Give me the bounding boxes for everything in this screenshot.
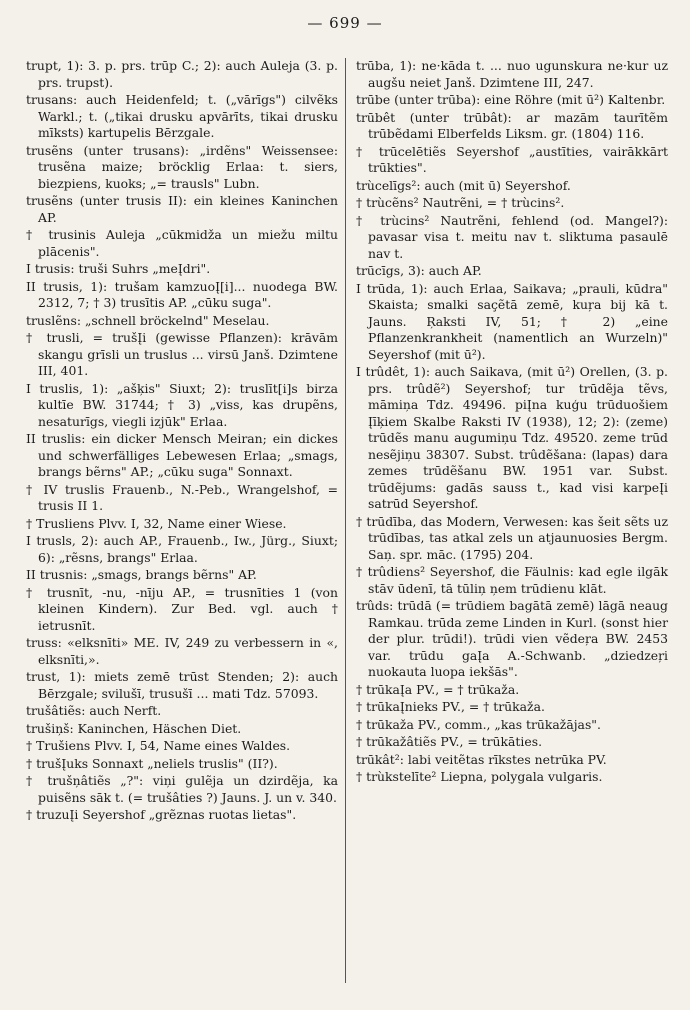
dictionary-entry: truslẽns: „schnell bröckelnd" Meselau.: [26, 312, 270, 328]
dictionary-entry: trūbe (unter trūba): eine Röhre (mit ū²) Kaltenbr.: [356, 92, 666, 107]
dictionary-entry: trūkât²: labi veitẽtas rīkstes netrūka PV.: [356, 751, 607, 767]
dictionary-entry: trūba, 1): ne·kāda t. ... nuo ugunskura ne·kur uz augšu neiet Janš. Dzimtene III, 247.: [356, 58, 668, 90]
left-column: [26, 58, 338, 825]
page-number: — 699 —: [307, 14, 383, 32]
dictionary-entry: † trusnīt, -nu, -nīju AP., = trusnīties 1 (von kleinen Kindern). Zur Bed. vgl. auch † ietrusnīt.: [26, 584, 338, 633]
dictionary-entry: † trusinis Auleja „cūkmidža un miežu miltu plācenis".: [26, 227, 338, 259]
dictionary-entry: trusans: auch Heidenfeld; t. („vārīgs") cilvẽks Warkl.; t. („tikai drusku apvārīts, tikai drusku mīksts) kartupelis Bērzgale.: [26, 92, 338, 140]
dictionary-entry: † trušņâtiẽs „?": viņi gulẽja un dzirdẽja, ka puisẽns sāk t. (= trušâties ?) Jauns. J. un v. 340.: [26, 773, 338, 805]
dictionary-entry: I trusis: truši Suhrs „meĮdri".: [26, 261, 211, 276]
dictionary-entry: trusẽns (unter trusis II): ein kleines Kaninchen AP.: [26, 193, 338, 225]
dictionary-entry: II trusnis: „smags, brangs bẽrns" AP.: [26, 567, 257, 582]
dictionary-entry: † trùcins² Nautrẽni, fehlend (od. Mangel?): pavasar visa t. meitu nav t. sliktuma pasaulē nav t.: [356, 212, 668, 261]
dictionary-entry: † trûdiens² Seyershof, die Fäulnis: kad egle ilgāk stāv ūdenī, tā tūliņ ņem trūdienu klāt.: [356, 564, 668, 596]
dictionary-entry: † trūkaža PV., comm., „kas trūkažājas".: [356, 716, 601, 732]
dictionary-entry: trûds: trūdā (= trūdiem bagātā zemē) lāgā neaug Ramkau. trūda zeme Linden in Kurl. (sonst hier der plur. trūdi!). trūdi vien vẽdeŗa BW. 2453 var. trūdu gaĮa A.-Schwanb. „dziedzeŗi nuokauta luopa iekšās".: [356, 598, 668, 679]
dictionary-entry: † trùkstelīte² Liepna, polygala vulgaris.: [356, 769, 603, 784]
dictionary-entry: trūbêt (unter trūbât): ar mazām taurītẽm trūbẽdami Elberfelds Liksm. gr. (1804) 116.: [356, 109, 668, 141]
dictionary-entry: trust, 1): miets zemē trūst Stenden; 2): auch Bērzgale; svilušī, trusušī ... mati Tdz. 57093.: [26, 669, 338, 701]
column-divider: [345, 58, 346, 983]
dictionary-entry: † trušĮuks Sonnaxt „neliels truslis" (II?).: [26, 755, 278, 771]
dictionary-entry: † Trušiens Plvv. I, 54, Name eines Waldes.: [26, 738, 291, 753]
dictionary-entry: I truslis, 1): „ašķis" Siuxt; 2): truslīt[i]s birza kultīe BW. 31744; † 3) „viss, kas drupẽns, nesaturīgs, viegli izjūk" Erlaa.: [26, 380, 338, 429]
dictionary-entry: I trusls, 2): auch AP., Frauenb., Iw., Jürg., Siuxt; 6): „rẽsns, brangs" Erlaa.: [26, 533, 338, 565]
dictionary-entry: II truslis: ein dicker Mensch Meiran; ein dickes und schwerfälliges Lebewesen Erlaa; „smags, brangs bẽrns" AP.; „cūku suga" Sonnaxt.: [26, 431, 338, 479]
dictionary-entry: † trùcẽns² Nautrẽni, = † trùcins².: [356, 195, 565, 210]
right-column: [356, 58, 668, 787]
dictionary-entry: † Trusliens Plvv. I, 32, Name einer Wiese.: [26, 515, 287, 531]
dictionary-entry: † IV truslis Frauenb., N.-Peb., Wrangelshof, = trusis II 1.: [26, 481, 338, 513]
dictionary-entry: trusẽns (unter trusans): „irdẽns" Weissensee: trusẽna maize; bröcklig Erlaa: t. siers, biezpiens, kuoks; „= trausls" Lubn.: [26, 142, 338, 191]
dictionary-entry: † trūkaĮnieks PV., = † trūkaža.: [356, 699, 545, 714]
dictionary-entry: trušiņš: Kaninchen, Häschen Diet.: [26, 720, 242, 736]
dictionary-entry: trùcelīgs²: auch (mit ū) Seyershof.: [356, 177, 571, 193]
dictionary-entry: I trûdêt, 1): auch Saikava, (mit ū²) Orellen, (3. p. prs. trûdẽ²) Seyershof; tur trūdẽja tẽvs, māmiņa Tdz. 49496. piĮna kuģu trūduošiem Įīķiem Skalbe Raksti IV (1938), 12; 2): (zeme) trūdẽs manu augumiņu Tdz. 49520. zeme trūd nesẽjiņu 38307. Subst. trûdẽšana: (lapas) dara zemes trūdẽšanu BW. 1951 var. Subst. trūdẽjums: gadās sauss t., kad visi karpeĮi satrūd Seyershof.: [356, 364, 668, 511]
dictionary-entry: trūcīgs, 3): auch AP.: [356, 263, 482, 278]
dictionary-entry: I trūda, 1): auch Erlaa, Saikava; „prauli, kūdra" Skaista; smalki saçẽtā zemē, kuŗa bij kā t. Jauns. Ŗaksti IV, 51; † 2) „eine Pflanzenkrankheit (namentlich an Wurzeln)" Seyershof (mit ū²).: [356, 280, 668, 362]
dictionary-entry: truss: «elksnīti» ME. IV, 249 zu verbessern in «, elksnīti,».: [26, 635, 338, 667]
dictionary-entry: † trūkažâtiẽs PV., = trūkāties.: [356, 734, 543, 749]
dictionary-entry: † truzuĮi Seyershof „grẽznas ruotas lietas".: [26, 807, 297, 822]
dictionary-entry: † trūdība, das Modern, Verwesen: kas šeit sẽts uz trūdības, tas atkal zels un atjaunuosies Bergm. Saņ. spr. māc. (1795) 204.: [356, 513, 668, 562]
dictionary-entry: † trūcelētiẽs Seyershof „austīties, vairākkārt trūkties".: [356, 143, 668, 175]
dictionary-entry: † trūkaĮa PV., = † trūkaža.: [356, 681, 520, 697]
dictionary-entry: II trusis, 1): trušam kamzuoĮ[i]... nuodega BW. 2312, 7; † 3) trusītis AP. „cūku suga".: [26, 278, 338, 310]
dictionary-entry: trušâtiẽs: auch Nerft.: [26, 703, 162, 718]
dictionary-entry: † trusli, = trušĮi (gewisse Pflanzen): krāvām skangu grīsli un truslus ... virsū Janš. Dzimtene III, 401.: [26, 330, 338, 378]
dictionary-entry: trupt, 1): 3. p. prs. trūp C.; 2): auch Auleja (3. p. prs. trupst).: [26, 58, 338, 90]
